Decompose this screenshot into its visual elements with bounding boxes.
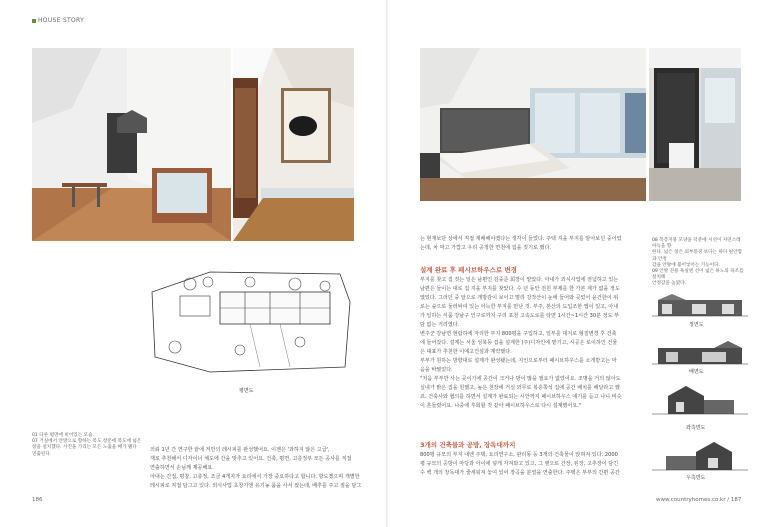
body-line: 평 규모의 공방이 마당과 아이에 넣게 자져와고 있고, 그 옆으로 간장, 된장, 고추장이 담긴 [420, 461, 619, 467]
elevation-rear-drawing [652, 338, 748, 368]
body-line: 800평 규모의 부지 내엔 주택, 요리연구소, 관리동 등 3개의 건축물이 앉혀져 있다. 2000 [420, 452, 618, 458]
section-tag [32, 17, 84, 24]
body-line: 로는 숲으로 둘러싸여 있는 아늑한 부지를 만난 것. 부주, 본산의 도입조한 앱이 있고, 아내 [420, 304, 619, 310]
caption-line: 08 복층지붕 모양을 덕분에 시선이 자연스레 아늑을 향 [652, 238, 741, 250]
photo-hallway [233, 48, 354, 241]
elevation-left-label: 좌측면도 [686, 425, 706, 431]
body-line: 음을 바꿨었다. [420, 367, 453, 373]
body-line: 이 흔들렸어요. 나중에 후회할 것 같아 패시브하우스로 다시 설계했어요." [420, 403, 582, 409]
right-footer [656, 497, 741, 503]
elevation-front-label: 정면도 [689, 322, 704, 328]
elevation-left-drawing [652, 384, 748, 418]
body-line: 실내가 밝은 집을 원했고, 높은 천장에 거실 외무로 복층쪽석 집에 공간 배치를 해달라고 했 [420, 385, 620, 391]
caption-line: 01 다른 평면에 비어있는 모습. [32, 433, 94, 438]
body-line: "처음 부부만 사는 곳이기에 공간이 크거나 방이 많을 필요가 없었어요. 조명을 거의 않아도 [420, 376, 621, 382]
section-dot-icon [32, 19, 36, 23]
elevation-front-drawing [652, 290, 748, 320]
right-page-number: 187 [730, 497, 742, 503]
body-line: 였었다. 그러던 중 알으로 개방감이 보이고 멀리 강작산이 눈에 들어와 곳었어 윤건한이 위 [420, 295, 619, 301]
floor-plan [150, 262, 360, 382]
body-line: 재로 추천해서 디자이너 체도에 간을 맞추고 있어요. 건축, 평면, 고층정부 모든 공사를 직접 [150, 456, 352, 462]
body-line: 부부가 원하는 방향대로 설계가 완성됐는데, 지인으로부터 패시브하우스를 소개받고는 마 [420, 358, 617, 364]
photo-bathroom-art [649, 48, 741, 201]
caption-line: 감을 안방에 불어넣어는 기능이다. [652, 262, 720, 268]
floor-plan-drawing [150, 262, 360, 382]
body-line: 레시피로 직접 담그고 있다. 외식사업 초창기엔 유기농 품을 사서 썼는데, 배추를 주고 절을 담그 [150, 483, 362, 489]
spread-gutter [386, 0, 388, 527]
caption-line: 09 안방 전용 욕실엔 선이 넓은 하노의 욕조를 설치해 [652, 269, 744, 281]
caption-line: 연출된다. [32, 451, 52, 457]
elevation-right [652, 440, 748, 474]
caption-line: 07 거실에서 안방으로 향하는 복도 창문에 복도에 넓은 [32, 439, 142, 445]
body-line: 담 없는 거리였다. [420, 322, 460, 328]
body-line: 는 현재보단 상에서 직접 재배해야겠다는 생각이 들었다. 주택 지을 부지를 알아보던 중이었 [420, 236, 622, 242]
left-body-text [150, 446, 376, 491]
photo-hallway-art [233, 48, 354, 241]
right-photo-caption [652, 238, 746, 288]
body-line: 변주군 강남면 현람하에 자리한 부지 800평을 구입하고, 일부를 대지로 형질변경 후 건축 [420, 331, 617, 337]
body-line: 죠. 건축사와 협의를 하면서 설계가 완료되는 시안까지 패시브하우스 얘기를 듣고 나니 비슷 [420, 394, 622, 400]
elevation-left [652, 384, 748, 418]
photo-bedroom [420, 48, 646, 201]
body-line: 남편은 둘이는 대로 집 지을 부지를 찾았다. 수 년 동안 전원 부제를 한 가본 제가 없을 정도 [420, 286, 620, 292]
left-page-number: 186 [32, 497, 43, 503]
section1-body [420, 276, 646, 411]
left-photo-caption [32, 433, 142, 458]
body-line: 가 일하는 식품 강남구 인구로까지 구리 포천 고속도로를 타면 1시간~1시간 30분 정도 부 [420, 313, 620, 319]
right-intro-text [420, 235, 646, 253]
photo-interior-living-art [32, 48, 231, 241]
photo-bedroom-art [420, 48, 646, 201]
body-line: 수 백 개의 장독대가 줄세워져 놓여 있어 장곡을 분열을 연출한다. 주택은 부부의 간편 공간 [420, 470, 620, 476]
floor-plan-label: 평면도 [239, 388, 254, 394]
body-line: 아내는 간접, 평창, 고층정, 조금 4개지가 요리에서 가장 중요하다고 합니다. 항도겠으며 개별한 [150, 474, 360, 480]
elevation-rear-label: 배면도 [689, 369, 704, 375]
elevation-right-drawing [652, 440, 748, 474]
body-line: 은 대표가 추천한 이에고건설과 계약했다. [420, 349, 512, 355]
body-line: 연출하면서 손님께 제공해요. [150, 465, 214, 471]
section2-body [420, 451, 646, 478]
right-site-url: www.countryhomes.co.kr [656, 497, 726, 503]
body-line: 에 들어갔다. 설계는 서울 성북동 집을 설계한 (주)디자인에 맡기고, 시공은 로이하인 건물 [420, 340, 618, 346]
caption-line: 한다. 넓은 창은 외부풍경 보다는 하다 편안함과 안정 [652, 250, 743, 262]
elevation-front [652, 290, 748, 320]
caption-line: 창을 설치했다. 사진을 가리는 모든 노출을 배가 됐다 [32, 445, 137, 451]
footer-separator: / [727, 497, 731, 503]
body-line: 는데, 차 막고 가깝고 우리 공정한 면천에 집을 짓기로 했다. [420, 245, 551, 251]
elevation-right-label: 우측면도 [686, 475, 706, 481]
elevation-rear [652, 338, 748, 368]
photo-bathroom [649, 48, 741, 201]
body-line: 부지를 찾고 집 짓는 일은 남편인 김중준 회장이 맡았다. 아내가 외식사업에 전념하고 있는 [420, 277, 619, 283]
body-line: 의뢰 1년 간 연구한 끝에 저만의 레시피를 완성했어요. 이젠은 '과하지 않은 고급', [150, 447, 330, 453]
caption-line: 안정감을 높였다. [652, 281, 686, 287]
section-tag-text: HOUSE STORY [38, 17, 85, 24]
section1-heading: 설계 완료 후 패시브하우스로 변경 [420, 266, 517, 274]
photo-interior-living [32, 48, 231, 241]
left-footer [32, 497, 43, 503]
section2-heading: 3개의 건축물과 공방, 장독대까지 [420, 441, 516, 449]
